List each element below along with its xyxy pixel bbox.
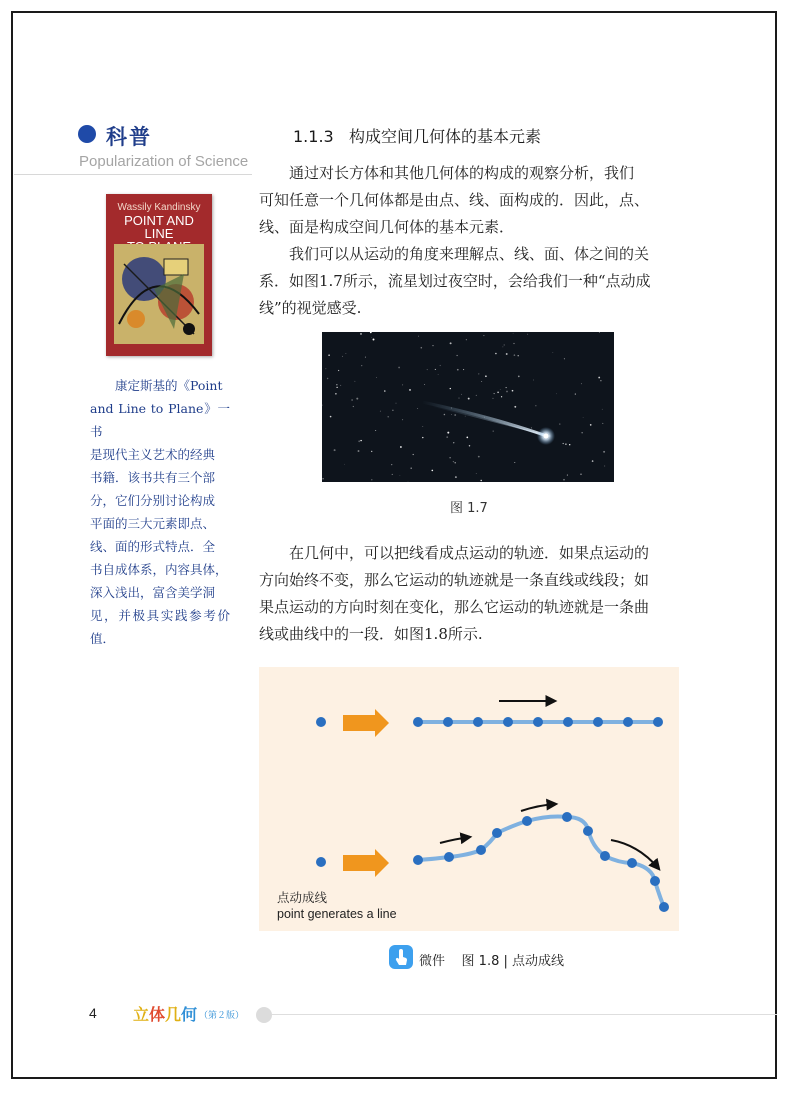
star bbox=[527, 334, 528, 335]
star bbox=[358, 450, 360, 452]
book-cover-title-line1: POINT AND LINE bbox=[124, 213, 194, 241]
sidebar-line: 康定斯基的《Point bbox=[90, 378, 223, 393]
sidebar-line: 是现代主义艺术的经典 bbox=[90, 447, 216, 462]
star bbox=[535, 405, 536, 406]
book-name-char: 几 bbox=[165, 1005, 182, 1024]
meteor-photo bbox=[322, 332, 614, 482]
star bbox=[327, 378, 328, 379]
star bbox=[370, 332, 372, 333]
star bbox=[380, 411, 381, 412]
star bbox=[344, 464, 345, 465]
curved-line-points bbox=[413, 812, 669, 912]
star bbox=[503, 347, 504, 348]
star bbox=[478, 456, 480, 458]
book-cover-image bbox=[106, 194, 212, 356]
star bbox=[512, 390, 514, 392]
star bbox=[336, 387, 337, 388]
paragraph-line: 系．如图1.7所示，流星划过夜空时，会给我们一种“点动成 bbox=[259, 272, 651, 290]
star bbox=[334, 449, 336, 451]
star bbox=[582, 432, 583, 433]
paragraph-3 bbox=[259, 540, 679, 648]
curve-arrow-icon-1 bbox=[440, 837, 470, 843]
star bbox=[432, 345, 433, 346]
star bbox=[360, 440, 361, 441]
star bbox=[494, 393, 495, 394]
sidebar-line: 见，并极具实践参考价值． bbox=[90, 608, 230, 646]
paragraph-line: 线、面是构成空间几何体的基本元素． bbox=[259, 218, 515, 236]
star bbox=[376, 377, 377, 378]
star bbox=[422, 426, 423, 427]
star bbox=[392, 474, 393, 475]
footer-divider bbox=[272, 1014, 777, 1015]
kepu-bullet-icon bbox=[78, 125, 96, 143]
star bbox=[556, 393, 557, 394]
star bbox=[361, 365, 362, 366]
star bbox=[440, 365, 441, 366]
star bbox=[564, 358, 565, 359]
star bbox=[465, 416, 466, 417]
sidebar-line: 线、面的形式特点．全 bbox=[90, 539, 216, 554]
star bbox=[506, 353, 508, 355]
star bbox=[480, 480, 481, 481]
star bbox=[456, 355, 457, 356]
book-name-char: 体 bbox=[149, 1005, 166, 1024]
page-number: 4 bbox=[89, 1005, 97, 1021]
star bbox=[413, 454, 414, 455]
star bbox=[338, 370, 339, 371]
star bbox=[563, 443, 564, 444]
star bbox=[446, 436, 448, 438]
sidebar-line: 书籍．该书共有三个部 bbox=[90, 470, 216, 485]
star bbox=[346, 353, 347, 354]
section-heading bbox=[293, 124, 541, 147]
star bbox=[514, 354, 516, 356]
figure-1-8-text: 图 1.8 | 点动成线 bbox=[461, 954, 564, 969]
star bbox=[444, 414, 446, 416]
star bbox=[468, 398, 470, 400]
paragraph-line: 我们可以从运动的角度来理解点、线、面、体之间的关 bbox=[289, 245, 650, 263]
footer-circle-icon bbox=[256, 1007, 272, 1023]
diagram-label-en: point generates a line bbox=[277, 907, 397, 921]
sidebar-line: 深入浅出，富含美学洞 bbox=[90, 585, 216, 600]
star bbox=[400, 446, 402, 448]
paragraph-line: 果点运动的方向时刻在变化，那么它运动的轨迹就是一条曲 bbox=[259, 598, 650, 616]
star bbox=[391, 464, 392, 465]
star bbox=[375, 430, 376, 431]
star bbox=[598, 377, 600, 379]
star bbox=[495, 353, 497, 355]
section-number: 1.1.3 bbox=[293, 127, 334, 146]
star bbox=[355, 381, 356, 382]
star bbox=[518, 376, 520, 378]
paragraph-line: 可知任意一个几何体都是由点、线、面构成的．因此，点、 bbox=[259, 191, 650, 209]
star bbox=[581, 383, 582, 384]
star bbox=[450, 342, 452, 344]
star bbox=[514, 462, 515, 463]
star bbox=[463, 369, 464, 370]
star bbox=[454, 414, 456, 416]
star bbox=[360, 333, 362, 335]
star bbox=[410, 467, 411, 468]
star bbox=[476, 395, 477, 396]
star bbox=[514, 406, 516, 408]
microcomponent-label[interactable]: 微件 bbox=[419, 954, 446, 969]
star bbox=[387, 416, 388, 417]
star bbox=[552, 352, 553, 353]
star bbox=[342, 356, 343, 357]
section-title: 构成空间几何体的基本元素 bbox=[348, 127, 541, 146]
straight-line-points bbox=[413, 717, 663, 727]
star bbox=[602, 423, 603, 424]
star bbox=[322, 404, 323, 405]
book-name-char: 何 bbox=[181, 1005, 198, 1024]
figure-1-7-caption: 图 1.7 bbox=[450, 501, 488, 516]
star bbox=[450, 388, 451, 389]
curve-arrow-icon-2 bbox=[521, 804, 556, 811]
paragraph-2 bbox=[259, 241, 679, 322]
star bbox=[565, 443, 567, 445]
star bbox=[371, 337, 372, 338]
star bbox=[322, 478, 323, 479]
star bbox=[592, 460, 594, 462]
star bbox=[384, 390, 386, 392]
star bbox=[506, 387, 507, 388]
star bbox=[454, 462, 455, 463]
star bbox=[504, 344, 505, 345]
star bbox=[506, 391, 508, 393]
star bbox=[602, 409, 603, 410]
star bbox=[469, 445, 470, 446]
star bbox=[531, 427, 532, 428]
star bbox=[398, 367, 400, 369]
star bbox=[336, 384, 337, 385]
star bbox=[533, 380, 534, 381]
star bbox=[330, 416, 332, 418]
star bbox=[365, 357, 366, 358]
star bbox=[563, 479, 565, 481]
star bbox=[421, 347, 423, 349]
orange-arrow-icon-2 bbox=[343, 849, 389, 877]
book-name-logo bbox=[133, 1002, 197, 1025]
star bbox=[580, 474, 581, 475]
star bbox=[569, 444, 570, 445]
star bbox=[513, 343, 514, 344]
star bbox=[455, 476, 457, 478]
sidebar-description bbox=[90, 374, 230, 650]
star bbox=[513, 333, 514, 334]
paragraph-line: 通过对长方体和其他几何体的构成的观察分析，我们 bbox=[289, 164, 635, 182]
star bbox=[478, 373, 479, 374]
star bbox=[422, 437, 423, 438]
star bbox=[431, 470, 433, 472]
sidebar-line: 书自成体系，内容具体， bbox=[90, 562, 228, 577]
book-cover-artwork bbox=[114, 244, 204, 344]
star bbox=[567, 475, 568, 476]
star bbox=[483, 335, 484, 336]
star bbox=[590, 424, 592, 426]
star bbox=[485, 375, 487, 377]
star bbox=[493, 430, 494, 431]
star bbox=[358, 440, 360, 442]
star bbox=[575, 394, 576, 395]
star bbox=[453, 461, 454, 462]
sidebar-line: 平面的三大元素即点、 bbox=[90, 516, 216, 531]
orange-arrow-icon bbox=[343, 709, 389, 737]
star bbox=[328, 354, 330, 356]
paragraph-1 bbox=[259, 160, 679, 241]
figure-1-8-caption bbox=[419, 950, 564, 969]
paragraph-line: 方向始终不变，那么它运动的轨迹就是一条直线或线段；如 bbox=[259, 571, 650, 589]
star bbox=[466, 437, 468, 439]
star bbox=[438, 374, 439, 375]
star bbox=[356, 398, 358, 400]
book-cover-author: Wassily Kandinsky bbox=[117, 202, 201, 213]
star bbox=[600, 380, 601, 381]
star bbox=[461, 394, 462, 395]
star bbox=[501, 396, 502, 397]
sidebar-subtitle: Popularization of Science bbox=[79, 153, 249, 170]
star bbox=[451, 414, 452, 415]
star bbox=[392, 410, 393, 411]
hand-tap-icon bbox=[389, 945, 413, 969]
paragraph-line: 在几何中，可以把线看成点运动的轨迹．如果点运动的 bbox=[289, 544, 650, 562]
star bbox=[424, 384, 425, 385]
star bbox=[435, 369, 436, 370]
star bbox=[402, 384, 403, 385]
star bbox=[453, 442, 454, 443]
sidebar-divider bbox=[14, 174, 252, 175]
paragraph-line: 线或曲线中的一段．如图1.8所示. bbox=[259, 625, 483, 643]
star bbox=[351, 399, 353, 401]
star bbox=[409, 389, 411, 391]
star bbox=[458, 398, 459, 399]
sidebar-title: 科普 bbox=[106, 125, 152, 149]
star bbox=[371, 451, 372, 452]
star bbox=[493, 398, 494, 399]
star bbox=[449, 457, 450, 458]
meteor-illustration bbox=[322, 332, 614, 482]
star bbox=[604, 466, 605, 467]
star bbox=[396, 403, 397, 404]
star bbox=[500, 389, 501, 390]
paragraph-line: 线”的视觉感受. bbox=[259, 299, 362, 317]
edition-label: （第２版） bbox=[199, 1011, 245, 1021]
star bbox=[481, 381, 482, 382]
star bbox=[417, 408, 418, 409]
single-point-2 bbox=[316, 857, 326, 867]
star bbox=[603, 451, 605, 453]
star bbox=[559, 423, 560, 424]
star bbox=[466, 339, 467, 340]
star bbox=[353, 406, 354, 407]
star bbox=[340, 385, 341, 386]
microcomponent-icon[interactable] bbox=[389, 945, 413, 969]
star bbox=[371, 479, 372, 480]
star bbox=[373, 339, 375, 341]
curved-line bbox=[418, 817, 664, 908]
book-name-char: 立 bbox=[133, 1005, 150, 1024]
single-point bbox=[316, 717, 326, 727]
star bbox=[476, 473, 477, 474]
star bbox=[457, 369, 459, 371]
star bbox=[427, 369, 428, 370]
sidebar-line: and Line to Plane》一书 bbox=[90, 401, 230, 439]
star bbox=[335, 393, 337, 395]
star bbox=[447, 432, 449, 434]
star bbox=[402, 419, 403, 420]
star bbox=[583, 417, 584, 418]
star bbox=[518, 355, 519, 356]
star bbox=[326, 368, 327, 369]
star bbox=[599, 332, 600, 333]
star bbox=[418, 336, 419, 337]
sidebar-line: 分，它们分别讨论构成 bbox=[90, 493, 216, 508]
diagram-label-cn: 点动成线 bbox=[277, 890, 328, 905]
star bbox=[400, 475, 401, 476]
star bbox=[497, 391, 499, 393]
star bbox=[408, 481, 409, 482]
